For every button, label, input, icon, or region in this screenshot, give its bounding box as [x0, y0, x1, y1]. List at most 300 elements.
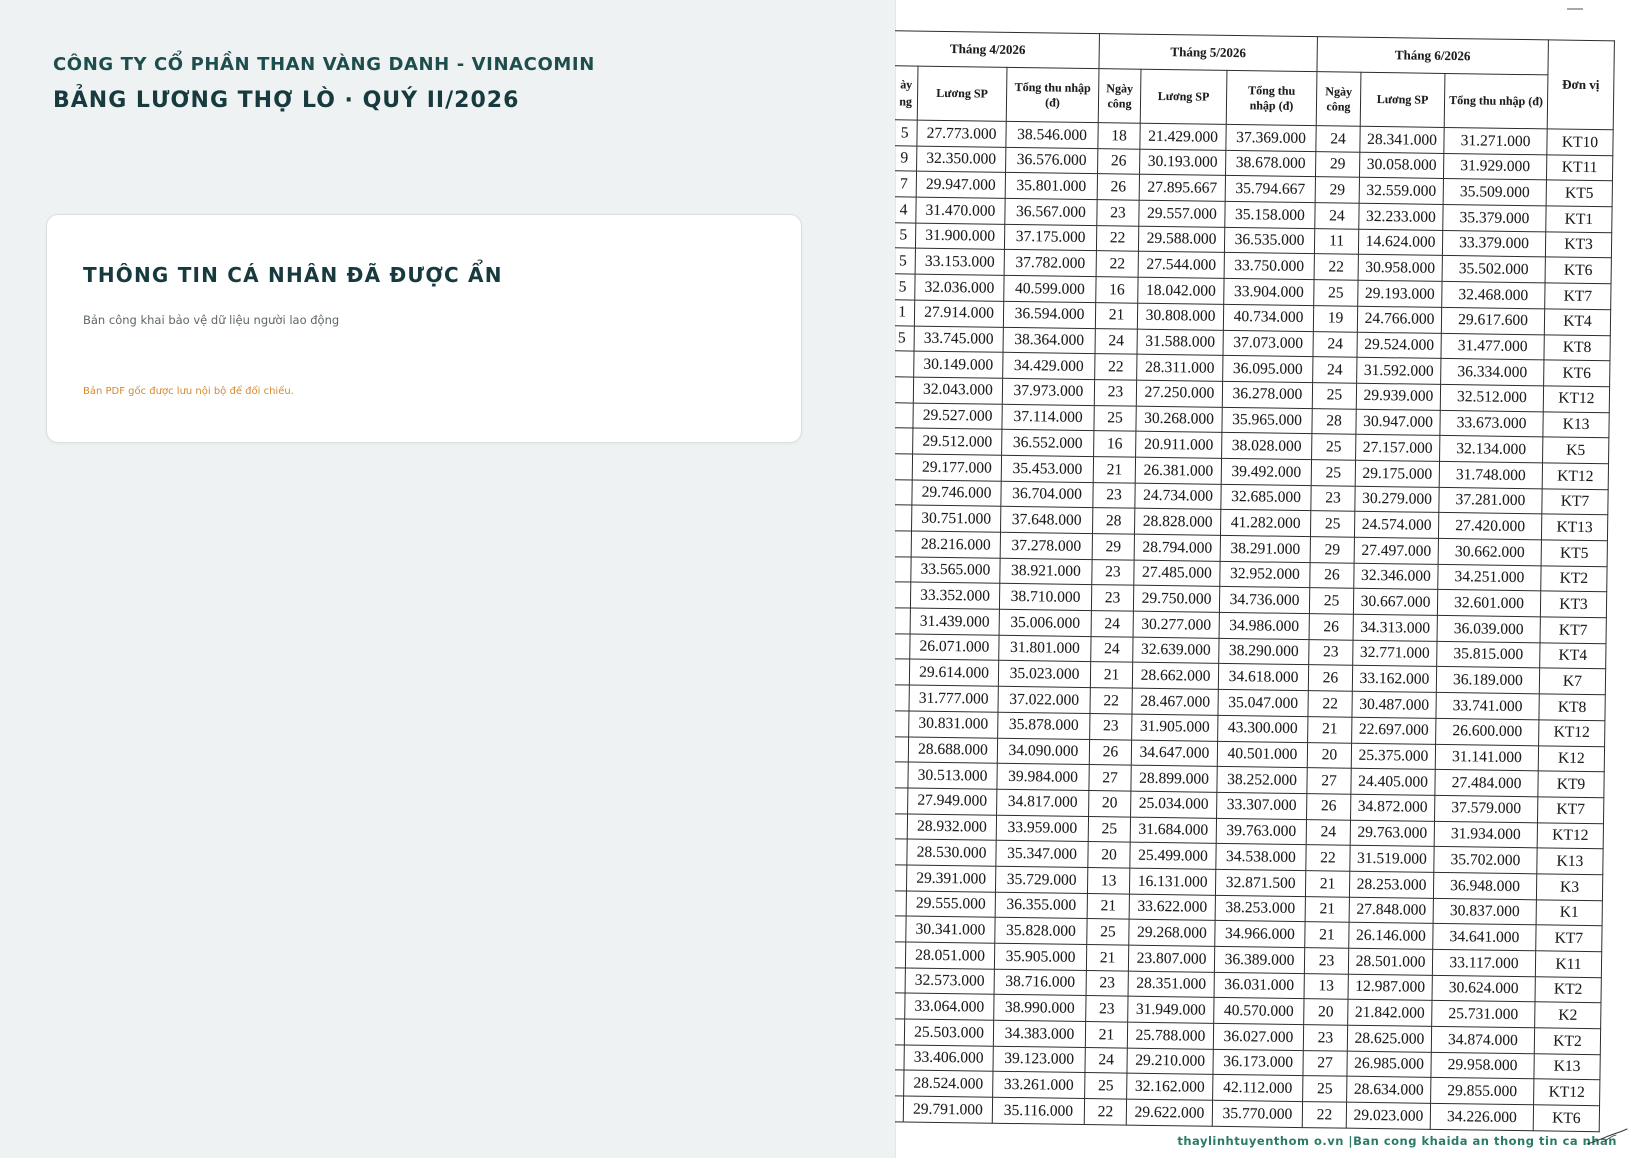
- pen-scribble-mark: [1585, 1126, 1629, 1148]
- ngay-cong-t5-cell: 22: [1096, 251, 1138, 277]
- tong-thu-nhap-t5-cell: 34.538.000: [1216, 844, 1306, 871]
- tong-thu-nhap-t5-cell: 36.278.000: [1222, 381, 1312, 408]
- don-vi-cell: KT10: [1547, 129, 1613, 156]
- tong-thu-nhap-t6-cell: 34.226.000: [1430, 1103, 1533, 1130]
- luong-sp-t5-cell: 16.131.000: [1129, 868, 1215, 895]
- luong-sp-t5-cell: 27.544.000: [1138, 252, 1224, 279]
- ngay-cong-t4-cell: [895, 608, 910, 634]
- tong-thu-nhap-t6-cell: 31.934.000: [1434, 821, 1537, 848]
- ngay-cong-t4-cell: [895, 762, 908, 788]
- luong-sp-t5-cell: 29.750.000: [1133, 586, 1219, 613]
- don-vi-cell: KT12: [1537, 822, 1603, 849]
- luong-sp-t5-cell: 25.499.000: [1130, 842, 1216, 869]
- scanned-document-panel: [895, 0, 1638, 1158]
- tong-thu-nhap-t5-cell: 38.252.000: [1217, 767, 1307, 794]
- ngay-cong-t6-cell: 25: [1310, 511, 1354, 537]
- tong-thu-nhap-t5-cell: 37.369.000: [1226, 124, 1316, 151]
- luong-sp-t5-cell: 31.905.000: [1132, 714, 1218, 741]
- tong-thu-nhap-t5-cell: 32.952.000: [1220, 561, 1310, 588]
- tong-thu-nhap-t6-cell: 32.134.000: [1440, 436, 1543, 463]
- luong-sp-t5-cell: 23.807.000: [1128, 945, 1214, 972]
- tong-thu-nhap-t6-cell: 35.702.000: [1434, 847, 1537, 874]
- luong-sp-t5-cell: 27.895.667: [1139, 175, 1225, 202]
- ngay-cong-t6-cell: 29: [1315, 151, 1359, 177]
- ngay-cong-t4-cell: [895, 993, 905, 1019]
- luong-sp-t6-cell: 27.848.000: [1349, 897, 1433, 924]
- ngay-cong-t5-cell: 23: [1086, 970, 1128, 996]
- luong-sp-t4-cell: 30.831.000: [909, 711, 998, 738]
- partial-ngay-cong-header: [895, 66, 918, 121]
- tong-thu-nhap-t6-cell: 34.874.000: [1431, 1026, 1534, 1053]
- ngay-cong-t6-cell: 22: [1302, 1102, 1346, 1128]
- ngay-cong-t4-cell: [895, 479, 912, 505]
- ngay-cong-t4-cell: 7: [895, 171, 917, 197]
- ngay-cong-t6-cell: 27: [1303, 1050, 1347, 1076]
- luong-sp-t6-cell: 34.313.000: [1353, 614, 1437, 641]
- ngay-cong-t5-cell: 21: [1095, 302, 1137, 328]
- tong-thu-nhap-t6-cell: 31.929.000: [1443, 153, 1546, 180]
- ngay-cong-t5-cell: 24: [1085, 1047, 1127, 1073]
- ngay-cong-t5-cell: 23: [1093, 482, 1135, 508]
- luong-sp-t4-cell: 29.512.000: [913, 428, 1002, 455]
- luong-sp-t6-cell: 29.524.000: [1357, 332, 1441, 359]
- ngay-cong-t5-cell: 21: [1087, 893, 1129, 919]
- luong-sp-t4-cell: 28.051.000: [905, 942, 994, 969]
- don-vi-cell: KT2: [1534, 1028, 1600, 1055]
- luong-sp-t6-cell: 28.501.000: [1348, 948, 1432, 975]
- ngay-cong-t5-cell: 29: [1092, 534, 1134, 560]
- ngay-cong-header-t5: Ngày công: [1098, 69, 1141, 124]
- tong-thu-nhap-t5-cell: 37.073.000: [1223, 330, 1313, 357]
- tong-thu-nhap-t5-cell: 35.047.000: [1218, 689, 1308, 716]
- tong-thu-nhap-t6-cell: 35.502.000: [1442, 256, 1545, 283]
- luong-sp-t6-cell: 22.697.000: [1352, 717, 1436, 744]
- tong-thu-nhap-t5-cell: 34.966.000: [1215, 921, 1305, 948]
- luong-sp-t4-cell: 29.614.000: [909, 659, 998, 686]
- don-vi-cell: KT7: [1538, 797, 1604, 824]
- tong-thu-nhap-t4-cell: 35.905.000: [994, 943, 1086, 970]
- ngay-cong-t5-cell: 28: [1092, 508, 1134, 534]
- ngay-cong-t5-cell: 20: [1089, 790, 1131, 816]
- luong-sp-t4-cell: 32.036.000: [915, 274, 1004, 301]
- luong-sp-t6-cell: 26.146.000: [1349, 923, 1433, 950]
- luong-sp-t6-cell: 30.058.000: [1359, 152, 1443, 179]
- don-vi-cell: K2: [1535, 1002, 1601, 1029]
- luong-sp-t6-cell: 30.958.000: [1358, 255, 1442, 282]
- luong-sp-t4-cell: 28.216.000: [911, 531, 1000, 558]
- luong-sp-t6-cell: 29.939.000: [1356, 383, 1440, 410]
- ngay-cong-t5-cell: 23: [1097, 200, 1139, 226]
- tong-thu-nhap-t4-cell: 37.114.000: [1002, 404, 1094, 431]
- luong-sp-t4-cell: 30.149.000: [914, 351, 1003, 378]
- luong-sp-t4-cell: 29.391.000: [906, 865, 995, 892]
- ngay-cong-t6-cell: 22: [1314, 254, 1358, 280]
- ngay-cong-t6-cell: 24: [1313, 357, 1357, 383]
- tong-thu-nhap-t5-cell: 39.763.000: [1216, 818, 1306, 845]
- don-vi-cell: KT7: [1545, 283, 1611, 310]
- salary-table-scan: [895, 30, 1615, 1132]
- luong-sp-t6-cell: 33.162.000: [1352, 666, 1436, 693]
- luong-sp-t5-cell: 29.622.000: [1126, 1099, 1212, 1126]
- luong-sp-t5-cell: 29.210.000: [1127, 1048, 1213, 1075]
- tong-thu-nhap-t4-cell: 38.546.000: [1006, 121, 1098, 148]
- tong-thu-nhap-t5-cell: 32.871.500: [1215, 869, 1305, 896]
- don-vi-cell: K12: [1538, 745, 1604, 772]
- tong-thu-nhap-t5-cell: 42.112.000: [1213, 1075, 1303, 1102]
- ngay-cong-t4-cell: [895, 453, 913, 479]
- tong-thu-nhap-t4-cell: 34.429.000: [1003, 352, 1095, 379]
- luong-sp-t4-cell: 27.949.000: [908, 788, 997, 815]
- tong-thu-nhap-t4-cell: 39.123.000: [993, 1046, 1085, 1073]
- ngay-cong-t4-cell: 9: [895, 145, 917, 171]
- tong-thu-nhap-t5-cell: 35.965.000: [1222, 407, 1312, 434]
- tong-thu-nhap-t5-cell: 34.736.000: [1219, 587, 1309, 614]
- luong-sp-t5-cell: 21.429.000: [1140, 123, 1226, 150]
- ngay-cong-t5-cell: 26: [1089, 739, 1131, 765]
- luong-sp-t5-cell: 28.351.000: [1128, 971, 1214, 998]
- don-vi-cell: KT7: [1542, 488, 1608, 515]
- tong-thu-nhap-t5-cell: 38.253.000: [1215, 895, 1305, 922]
- tong-thu-nhap-t4-cell: 33.261.000: [993, 1072, 1085, 1099]
- tong-thu-nhap-header-t6: Tổng thu nhập (đ): [1444, 73, 1548, 128]
- partial-header-line-2: ng: [899, 93, 913, 109]
- luong-sp-t6-cell: 24.574.000: [1354, 512, 1438, 539]
- luong-sp-t4-cell: 33.153.000: [915, 249, 1004, 276]
- ngay-cong-t4-cell: [895, 736, 909, 762]
- tong-thu-nhap-t6-cell: 27.484.000: [1435, 770, 1538, 797]
- privacy-notice-card: [46, 214, 802, 443]
- luong-sp-t5-cell: 27.250.000: [1136, 380, 1222, 407]
- tong-thu-nhap-t4-cell: 33.959.000: [996, 815, 1088, 842]
- tong-thu-nhap-t4-cell: 38.364.000: [1003, 327, 1095, 354]
- ngay-cong-t6-cell: 21: [1305, 896, 1349, 922]
- luong-sp-t5-cell: 29.588.000: [1138, 226, 1224, 253]
- tong-thu-nhap-t5-cell: 35.158.000: [1225, 201, 1315, 228]
- luong-sp-t5-cell: 28.828.000: [1134, 508, 1220, 535]
- ngay-cong-t4-cell: [895, 864, 907, 890]
- luong-sp-t6-cell: 28.341.000: [1360, 126, 1444, 153]
- ngay-cong-t4-cell: [895, 505, 912, 531]
- luong-sp-t5-cell: 24.734.000: [1135, 483, 1221, 510]
- tong-thu-nhap-t4-cell: 35.878.000: [998, 712, 1090, 739]
- company-name: CÔNG TY CỔ PHẦN THAN VÀNG DANH - VINACOMIN: [53, 54, 595, 75]
- tong-thu-nhap-t6-cell: 26.600.000: [1436, 718, 1539, 745]
- month-header-t5: Tháng 5/2026: [1099, 34, 1317, 72]
- tong-thu-nhap-t6-cell: 35.509.000: [1443, 179, 1546, 206]
- don-vi-cell: KT4: [1544, 309, 1610, 336]
- ngay-cong-t4-cell: [895, 1044, 904, 1070]
- tong-thu-nhap-t6-cell: 29.855.000: [1431, 1078, 1534, 1105]
- ngay-cong-t6-cell: 19: [1313, 305, 1357, 331]
- tong-thu-nhap-t4-cell: 38.921.000: [1000, 558, 1092, 585]
- ngay-cong-t4-cell: 5: [895, 274, 915, 300]
- luong-sp-t5-cell: 27.485.000: [1134, 560, 1220, 587]
- ngay-cong-t6-cell: 29: [1315, 177, 1359, 203]
- luong-sp-t4-cell: 27.773.000: [917, 120, 1006, 147]
- tong-thu-nhap-t6-cell: 29.958.000: [1431, 1052, 1534, 1079]
- ngay-cong-t6-cell: 20: [1304, 999, 1348, 1025]
- luong-sp-t4-cell: 29.791.000: [903, 1096, 992, 1123]
- ngay-cong-t4-cell: [895, 633, 910, 659]
- ngay-cong-t6-cell: 26: [1309, 614, 1353, 640]
- don-vi-cell: KT7: [1536, 925, 1602, 952]
- ngay-cong-t6-cell: 29: [1310, 537, 1354, 563]
- tong-thu-nhap-t4-cell: 38.990.000: [994, 995, 1086, 1022]
- scan-mark: [1567, 8, 1583, 10]
- don-vi-cell: KT5: [1541, 540, 1607, 567]
- tong-thu-nhap-t4-cell: 39.984.000: [997, 763, 1089, 790]
- don-vi-cell: K11: [1535, 951, 1601, 978]
- ngay-cong-t4-cell: [895, 1070, 904, 1096]
- ngay-cong-t5-cell: 25: [1087, 919, 1129, 945]
- ngay-cong-t5-cell: 24: [1091, 611, 1133, 637]
- don-vi-cell: K7: [1539, 668, 1605, 695]
- tong-thu-nhap-t6-cell: 30.662.000: [1438, 538, 1541, 565]
- don-vi-cell: KT3: [1540, 591, 1606, 618]
- ngay-cong-t4-cell: [895, 582, 911, 608]
- don-vi-cell: KT5: [1546, 180, 1612, 207]
- luong-sp-t6-cell: 30.279.000: [1355, 486, 1439, 513]
- ngay-cong-t6-cell: 13: [1304, 973, 1348, 999]
- ngay-cong-t5-cell: 23: [1086, 996, 1128, 1022]
- tong-thu-nhap-t5-cell: 36.027.000: [1213, 1023, 1303, 1050]
- luong-sp-t5-cell: 20.911.000: [1136, 431, 1222, 458]
- ngay-cong-t6-cell: 26: [1307, 793, 1351, 819]
- tong-thu-nhap-t4-cell: 36.576.000: [1006, 147, 1098, 174]
- ngay-cong-t4-cell: 1: [895, 299, 915, 325]
- ngay-cong-t4-cell: [895, 530, 912, 556]
- ngay-cong-t4-cell: [895, 1018, 905, 1044]
- ngay-cong-t5-cell: 26: [1098, 148, 1140, 174]
- ngay-cong-t5-cell: 22: [1095, 354, 1137, 380]
- luong-sp-t5-cell: 28.794.000: [1134, 534, 1220, 561]
- luong-sp-t6-cell: 24.766.000: [1357, 306, 1441, 333]
- don-vi-cell: KT2: [1535, 976, 1601, 1003]
- tong-thu-nhap-t4-cell: 37.278.000: [1000, 532, 1092, 559]
- tong-thu-nhap-t4-cell: 35.828.000: [995, 918, 1087, 945]
- luong-sp-t6-cell: 21.842.000: [1348, 1000, 1432, 1027]
- luong-sp-t4-cell: 29.947.000: [916, 171, 1005, 198]
- tong-thu-nhap-header-t4: Tổng thu nhập (đ): [1006, 67, 1099, 122]
- luong-sp-t4-cell: 28.932.000: [907, 814, 996, 841]
- don-vi-cell: KT12: [1542, 463, 1608, 490]
- luong-sp-t6-cell: 32.233.000: [1359, 203, 1443, 230]
- tong-thu-nhap-t6-cell: 32.512.000: [1440, 384, 1543, 411]
- luong-sp-header-t4: Lương SP: [917, 66, 1007, 121]
- ngay-cong-t6-cell: 26: [1308, 665, 1352, 691]
- ngay-cong-t6-cell: 22: [1308, 691, 1352, 717]
- tong-thu-nhap-t5-cell: 34.618.000: [1218, 664, 1308, 691]
- luong-sp-t5-cell: 29.557.000: [1139, 200, 1225, 227]
- luong-sp-t5-cell: 26.381.000: [1135, 457, 1221, 484]
- ngay-cong-t6-cell: 21: [1305, 871, 1349, 897]
- ngay-cong-t5-cell: 25: [1088, 816, 1130, 842]
- ngay-cong-t4-cell: [895, 376, 914, 402]
- luong-sp-t6-cell: 27.157.000: [1356, 434, 1440, 461]
- ngay-cong-t6-cell: 23: [1309, 639, 1353, 665]
- luong-sp-t5-cell: 25.788.000: [1127, 1022, 1213, 1049]
- tong-thu-nhap-t5-cell: 36.031.000: [1214, 972, 1304, 999]
- tong-thu-nhap-t4-cell: 36.594.000: [1003, 301, 1095, 328]
- luong-sp-t6-cell: 12.987.000: [1348, 974, 1432, 1001]
- luong-sp-t4-cell: 27.914.000: [914, 300, 1003, 327]
- ngay-cong-t6-cell: 24: [1306, 819, 1350, 845]
- don-vi-cell: KT4: [1540, 643, 1606, 670]
- tong-thu-nhap-t5-cell: 35.770.000: [1212, 1100, 1302, 1127]
- tong-thu-nhap-t6-cell: 34.641.000: [1433, 924, 1536, 951]
- tong-thu-nhap-header-t5: Tổng thu nhập (đ): [1226, 70, 1317, 125]
- ngay-cong-t4-cell: [895, 916, 906, 942]
- privacy-notice-heading: THÔNG TIN CÁ NHÂN ĐÃ ĐƯỢC ẨN: [83, 263, 503, 287]
- luong-sp-t4-cell: 28.688.000: [908, 737, 997, 764]
- ngay-cong-t4-cell: [895, 428, 913, 454]
- don-vi-cell: KT8: [1539, 694, 1605, 721]
- ngay-cong-t5-cell: 24: [1091, 636, 1133, 662]
- tong-thu-nhap-t6-cell: 37.281.000: [1439, 487, 1542, 514]
- tong-thu-nhap-t4-cell: 38.710.000: [999, 584, 1091, 611]
- ngay-cong-t6-cell: 21: [1308, 716, 1352, 742]
- luong-sp-t5-cell: 31.949.000: [1128, 996, 1214, 1023]
- ngay-cong-t5-cell: 24: [1095, 328, 1137, 354]
- tong-thu-nhap-t4-cell: 35.729.000: [995, 866, 1087, 893]
- tong-thu-nhap-t5-cell: 32.685.000: [1221, 484, 1311, 511]
- tong-thu-nhap-t4-cell: 36.704.000: [1001, 481, 1093, 508]
- ngay-cong-t5-cell: 21: [1086, 945, 1128, 971]
- luong-sp-t4-cell: 33.064.000: [905, 993, 994, 1020]
- luong-sp-t4-cell: 26.071.000: [910, 634, 999, 661]
- unit-header: Đơn vị: [1547, 40, 1614, 130]
- tong-thu-nhap-t4-cell: 35.453.000: [1001, 455, 1093, 482]
- luong-sp-t4-cell: 32.573.000: [905, 968, 994, 995]
- luong-sp-t4-cell: 33.565.000: [911, 557, 1000, 584]
- tong-thu-nhap-t5-cell: 39.492.000: [1221, 458, 1311, 485]
- luong-sp-t4-cell: 29.555.000: [906, 891, 995, 918]
- ngay-cong-t4-cell: [895, 813, 908, 839]
- tong-thu-nhap-t4-cell: 38.716.000: [994, 969, 1086, 996]
- tong-thu-nhap-t5-cell: 33.307.000: [1217, 792, 1307, 819]
- luong-sp-t6-cell: 24.405.000: [1351, 768, 1435, 795]
- luong-sp-t5-cell: 30.277.000: [1133, 611, 1219, 638]
- ngay-cong-t4-cell: [895, 710, 909, 736]
- tong-thu-nhap-t6-cell: 32.601.000: [1437, 590, 1540, 617]
- tong-thu-nhap-t5-cell: 38.290.000: [1219, 638, 1309, 665]
- ngay-cong-header-t6: Ngày công: [1316, 72, 1361, 127]
- tong-thu-nhap-t6-cell: 30.837.000: [1433, 898, 1536, 925]
- tong-thu-nhap-t4-cell: 35.801.000: [1005, 173, 1097, 200]
- ngay-cong-t4-cell: 5: [895, 325, 914, 351]
- luong-sp-t4-cell: 30.751.000: [912, 505, 1001, 532]
- tong-thu-nhap-t6-cell: 34.251.000: [1438, 564, 1541, 591]
- luong-sp-t5-cell: 28.899.000: [1131, 765, 1217, 792]
- tong-thu-nhap-t6-cell: 31.477.000: [1441, 333, 1544, 360]
- ngay-cong-t5-cell: 22: [1090, 688, 1132, 714]
- ngay-cong-t6-cell: 25: [1309, 588, 1353, 614]
- luong-sp-t5-cell: 33.622.000: [1129, 894, 1215, 921]
- ngay-cong-t6-cell: 25: [1312, 434, 1356, 460]
- ngay-cong-t4-cell: [895, 685, 909, 711]
- tong-thu-nhap-t4-cell: 34.817.000: [997, 789, 1089, 816]
- ngay-cong-t4-cell: 4: [895, 197, 916, 223]
- luong-sp-t6-cell: 30.667.000: [1353, 589, 1437, 616]
- tong-thu-nhap-t5-cell: 34.986.000: [1219, 612, 1309, 639]
- tong-thu-nhap-t6-cell: 36.039.000: [1437, 615, 1540, 642]
- don-vi-cell: K1: [1536, 899, 1602, 926]
- ngay-cong-t5-cell: 18: [1098, 123, 1140, 149]
- luong-sp-t5-cell: 28.311.000: [1137, 354, 1223, 381]
- tong-thu-nhap-t4-cell: 37.782.000: [1004, 250, 1096, 277]
- tong-thu-nhap-t5-cell: 36.389.000: [1214, 946, 1304, 973]
- tong-thu-nhap-t4-cell: 34.383.000: [993, 1020, 1085, 1047]
- luong-sp-t5-cell: 18.042.000: [1138, 277, 1224, 304]
- don-vi-cell: KT12: [1534, 1079, 1600, 1106]
- month-header-t4: Tháng 4/2026: [895, 31, 1099, 69]
- ngay-cong-t6-cell: 25: [1314, 280, 1358, 306]
- luong-sp-t4-cell: 33.406.000: [904, 1045, 993, 1072]
- ngay-cong-t6-cell: 24: [1313, 331, 1357, 357]
- tong-thu-nhap-t6-cell: 31.141.000: [1435, 744, 1538, 771]
- luong-sp-t6-cell: 14.624.000: [1358, 229, 1442, 256]
- don-vi-cell: KT6: [1545, 257, 1611, 284]
- tong-thu-nhap-t5-cell: 40.570.000: [1214, 998, 1304, 1025]
- tong-thu-nhap-t5-cell: 38.678.000: [1225, 150, 1315, 177]
- tong-thu-nhap-t6-cell: 35.815.000: [1437, 641, 1540, 668]
- tong-thu-nhap-t5-cell: 36.095.000: [1223, 356, 1313, 383]
- month-header-t6: Tháng 6/2026: [1317, 37, 1548, 75]
- luong-sp-t4-cell: 33.745.000: [914, 326, 1003, 353]
- tong-thu-nhap-t5-cell: 40.734.000: [1223, 304, 1313, 331]
- ngay-cong-t4-cell: [895, 890, 906, 916]
- ngay-cong-t5-cell: 23: [1094, 379, 1136, 405]
- tong-thu-nhap-t5-cell: 35.794.667: [1225, 176, 1315, 203]
- don-vi-cell: KT12: [1543, 386, 1609, 413]
- don-vi-cell: KT12: [1539, 720, 1605, 747]
- don-vi-cell: KT11: [1546, 155, 1612, 182]
- luong-sp-t6-cell: 28.253.000: [1349, 871, 1433, 898]
- luong-sp-t4-cell: 25.503.000: [904, 1019, 993, 1046]
- salary-table-body: [895, 119, 1613, 1131]
- ngay-cong-t6-cell: 21: [1305, 922, 1349, 948]
- ngay-cong-t6-cell: 25: [1312, 383, 1356, 409]
- luong-sp-t6-cell: 30.487.000: [1352, 691, 1436, 718]
- tong-thu-nhap-t5-cell: 36.173.000: [1213, 1049, 1303, 1076]
- luong-sp-t5-cell: 31.588.000: [1137, 329, 1223, 356]
- luong-sp-t5-cell: 30.193.000: [1140, 149, 1226, 176]
- don-vi-cell: K13: [1534, 1054, 1600, 1081]
- luong-sp-t4-cell: 30.513.000: [908, 762, 997, 789]
- luong-sp-t5-cell: 25.034.000: [1131, 791, 1217, 818]
- ngay-cong-t6-cell: 25: [1303, 1076, 1347, 1102]
- tong-thu-nhap-t4-cell: 37.175.000: [1004, 224, 1096, 251]
- ngay-cong-t6-cell: 22: [1306, 845, 1350, 871]
- luong-sp-t6-cell: 32.771.000: [1353, 640, 1437, 667]
- tong-thu-nhap-t4-cell: 37.973.000: [1002, 378, 1094, 405]
- ngay-cong-t6-cell: 23: [1311, 485, 1355, 511]
- ngay-cong-t4-cell: [895, 967, 905, 993]
- tong-thu-nhap-t6-cell: 36.948.000: [1433, 872, 1536, 899]
- luong-sp-t4-cell: 32.043.000: [913, 377, 1002, 404]
- ngay-cong-t5-cell: 25: [1085, 1073, 1127, 1099]
- don-vi-cell: KT9: [1538, 771, 1604, 798]
- ngay-cong-t6-cell: 25: [1311, 460, 1355, 486]
- tong-thu-nhap-t5-cell: 33.904.000: [1224, 279, 1314, 306]
- ngay-cong-t4-cell: [895, 839, 907, 865]
- privacy-notice-note: Bản PDF gốc được lưu nội bộ để đối chiếu.: [83, 386, 294, 397]
- luong-sp-t6-cell: 26.985.000: [1347, 1051, 1431, 1078]
- ngay-cong-t5-cell: 21: [1085, 1022, 1127, 1048]
- ngay-cong-t4-cell: 5: [895, 119, 917, 145]
- ngay-cong-t6-cell: 11: [1314, 228, 1358, 254]
- don-vi-cell: KT6: [1533, 1105, 1599, 1132]
